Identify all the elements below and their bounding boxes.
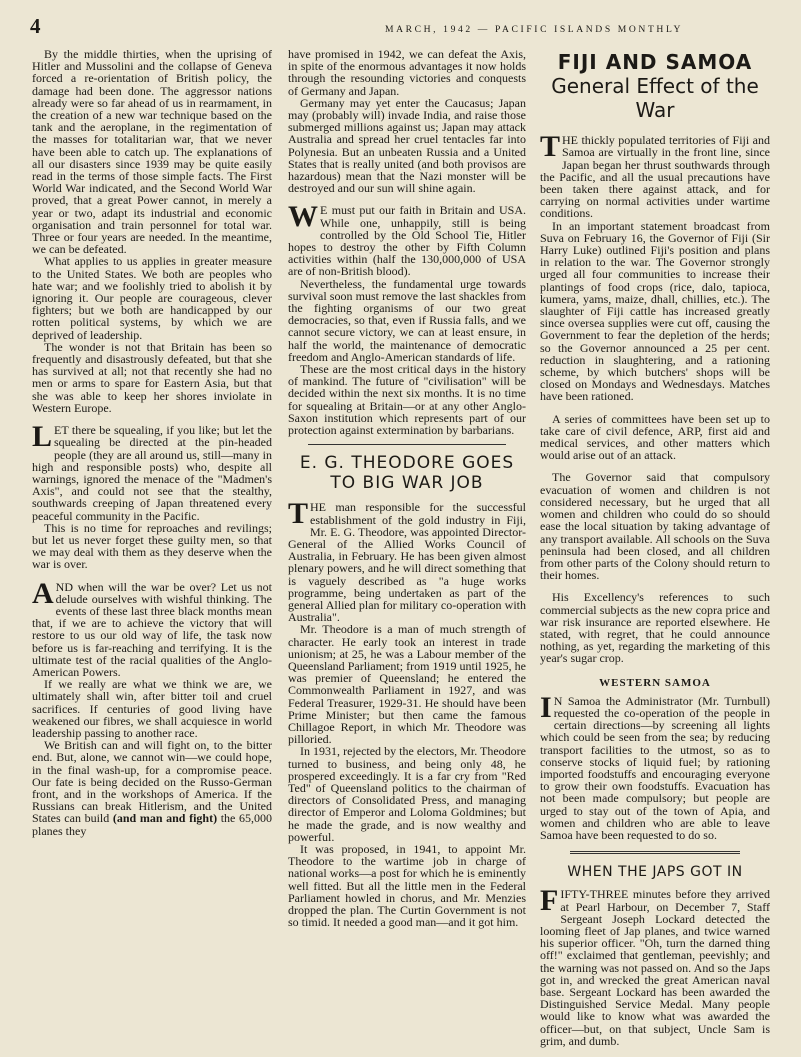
drop-cap: T (288, 497, 309, 531)
section-title: FIJI AND SAMOA (557, 50, 753, 74)
drop-cap: L (32, 420, 53, 454)
paragraph-text: HE thickly populated territories of Fiji and Samoa are virtually in the front line, since Japan began her thrust southwards through the Pacific, and all the usual precautions have been taken there against attack, and for carrying on normal activities under wartime conditions. (540, 133, 770, 221)
article-headline: E. G. THEODORE GOES TO BIG WAR JOB (299, 453, 515, 494)
paragraph (540, 690, 770, 842)
paragraph: If we really are what we think we are, we ultimately shall win, after bitter toil and cruel sacrifices. If centuries of good living have weakened our fibres, we shall acquiesce in world leadership passing to another race. (32, 677, 272, 740)
paragraph: A series of committees have been set up to take care of civil defence, ARP, first aid and medical services, and other matters which would arise out of an attack. (540, 411, 770, 463)
divider (570, 851, 740, 854)
paragraph (540, 130, 770, 221)
column-1 (32, 48, 272, 1048)
paragraph: By the middle thirties, when the uprising of Hitler and Mussolini and the collapse of Geneva forced a re-orientation of British policy, the damage had been done. The aggressor nations already were so far ahead of us in rearmament, in the creation of a new war technique based on the tank and the aeroplane, in the regimentation of the masses for totalitarian war, that we never have been able to catch up. The explanations of all our disasters since 1939 may be quite easily read in the terms of those simple facts. The First World War indicated, and the Second World War proved, that a great Power cannot, in merely a year or two, adapt its industrial and economic organisation and train personnel for total war. Three or four years are needed. In the meantime, we can be defeated. (32, 48, 272, 257)
column-3 (540, 48, 770, 1048)
paragraph-text: HE man responsible for the successful establishment of the gold industry in Fiji, Mr. E. G. Theodore, was appointed Director-General of the Allied Works Council of Australia, in February. He has been given almost plenary powers, and he will direct something that is vaguely described as "a huge works programme, being undertaken as part of the general Allied plan for military co-operation with Australia". (288, 500, 526, 625)
divider (308, 444, 506, 445)
paragraph (288, 200, 526, 279)
paragraph-text: N Samoa the Administrator (Mr. Turnbull) requested the co-operation of the people in certain directions—by screening all lights which could be seen from the sea; by reducing transport facilities to the utmost, so as to conserve stocks of liquid fuel; by rationing imported foodstuffs and encouraging everyone to grow their own foodstuffs. Evacuation has not been made compulsory; but people are urged to stay out of the town of Apia, and women and children who are able to leave Samoa have been requested to do so. (540, 693, 770, 842)
paragraph: This is no time for reproaches and revilings; but let us never forget these guilty men, so that we may deal with them as they deserve when the war is over. (32, 520, 272, 572)
paragraph-text: ET there be squealing, if you like; but let the squealing be directed at the pin-headed people (they are all around us, still—many in high and responsible posts) who, despite all warnings, ignored the menace of the "Madmen's Axis", and could not see that the stealthy, southwards creeping of Japan threatened every peaceful community in the Pacific. (32, 423, 272, 523)
article-headline: General Effect of the War (551, 74, 759, 123)
paragraph-text: IFTY-THREE minutes before they arrived at Pearl Harbour, on December 7, Staff Sergeant Joseph Lockard detected the looming fleet of Jap planes, and twice warned his superior officer. "Oh, turn the darned thing off!" exclaimed that gentleman, peevishly; and the warning was not passed on. And so the Japs got in, and wrecked the great American naval base. Sergeant Lockard has been awarded the Distinguished Service Medal. Many people would like to know what was awarded the officer—but, on that subject, Uncle Sam is grim, and dumb. (540, 887, 770, 1048)
column-2 (288, 48, 526, 1048)
paragraph: These are the most critical days in the history of mankind. The future of "civilisation" will be decided within the next six months. It is no time for squealing at Britain—or at any other Anglo-Saxon institution which represents part of our protection against extermination by barbarians. (288, 362, 526, 438)
drop-cap: T (540, 130, 561, 164)
paragraph: Nevertheless, the fundamental urge towards survival soon must remove the last shackles from the fighting organisms of our two great democracies, so that, even if Russia falls, and we cannot secure victory, we can at least ensure, in half the world, the maintenance of democratic freedom and Anglo-American standards of life. (288, 276, 526, 364)
page-number: 4 (30, 14, 41, 38)
drop-cap: I (540, 690, 552, 724)
paragraph: What applies to us applies in greater measure to the United States. We both are peoples who hate war; and we foolishly tried to abolish it by ignoring it. Our people are courageous, clever fighters; but we both are handicapped by our rotten political systems, by which we are deprived of leadership. (32, 254, 272, 342)
paragraph: The wonder is not that Britain has been so frequently and disastrously defeated, but that she has survived at all; not that recently she had no men or arms to spare for Eastern Asia, but that she was able to keep her shores inviolate in Western Europe. (32, 339, 272, 415)
paragraph: The Governor said that compulsory evacuation of women and children is not considered necessary, but he urged that all women and children who could do so should ease the local situation by taking advantage of any transport available. All schools on the Suva peninsula had been closed, and all children from other parts of the Colony should return to their homes. (540, 470, 770, 583)
paragraph-text: E must put our faith in Britain and USA. While one, unhappily, still is being controlled by the Old School Tie, Hitler hopes to destroy the other by Fifth Column activities within (half the 130,000,000 of USA are of non-British blood). (288, 203, 526, 279)
drop-cap: F (540, 884, 559, 918)
paragraph (540, 884, 770, 1048)
paragraph: Germany may yet enter the Caucasus; Japan may (probably will) invade India, and raise those submerged millions against us; Japan may attack Australia and spread her cruel tentacles far into Polynesia. But an unbeaten Russia and a United States that is really united (and both provisos are hazardous) mean that the Nazi monster will be destroyed and our sun will shine again. (288, 95, 526, 196)
paragraph (288, 497, 526, 625)
drop-cap: W (288, 200, 318, 234)
paragraph-text: ND when will the war be over? Let us not delude ourselves with wishful thinking. The events of these last three black months mean that, if we are to achieve the victory that will restore to us our old way of life, the task now before us is far-reaching and terrifying. It is the ultimate test of the racial qualities of the Anglo-American Powers. (32, 579, 272, 679)
paragraph (32, 576, 272, 679)
paragraph (32, 739, 272, 837)
running-head: MARCH, 1942 — PACIFIC ISLANDS MONTHLY (385, 24, 683, 35)
drop-cap: A (32, 576, 54, 610)
paragraph: It was proposed, in 1941, to appoint Mr. Theodore to the wartime job in charge of national works—a post for which he is eminently well fitted. But all the little men in the Federal Parliament howled in chorus, and Mr. Menzies dropped the plan. The Curtin Government is not so timid. It needed a good man—and it got him. (288, 841, 526, 930)
article-headline: WHEN THE JAPS GOT IN (567, 864, 743, 881)
paragraph: In an important statement broadcast from Suva on February 16, the Governor of Fiji (Sir Harry Luke) outlined Fiji's position and plans in relation to the war. The Governor strongly urged all four communities to increase their plantings of food crops (rice, dalo, tapioca, kumera, yams, maize, dhall, chillies, etc.). The slaughter of Fiji cattle has increased greatly since oversea supplies were cut off, causing the Government to fear the depletion of the herds; so the Governor announced a 25 per cent. reduction in slaughtering, and a rationing scheme, by which butchers' shops will be closed on Mondays and Wednesdays. Matches have been rationed. (540, 218, 770, 404)
paragraph (32, 420, 272, 523)
paragraph: Mr. Theodore is a man of much strength of character. He early took an interest in trade unionism; at 25, he was a Labour member of the Queensland Parliament; from 1919 until 1925, he was premier of Queensland; he entered the Commonwealth Parliament in 1927, and was Federal Treasurer, 1929-31. He should have been Prime Minister; but then came the famous Chillagoe Report, in which Mr. Theodore was pilloried. (288, 622, 526, 747)
paragraph: In 1931, rejected by the electors, Mr. Theodore turned to business, and being only 48, he prospered exceedingly. It is a far cry from "Red Ted" of Queensland politics to the chairman of directors of Consolidated Press, and managing director of Emperor and Loloma Goldmines; but he made the grade, and is now wealthy and powerful. (288, 744, 526, 844)
paragraph: have promised in 1942, we can defeat the Axis, in spite of the enormous advantages it now holds through the resounding victories and conquests of Germany and Japan. (288, 48, 526, 98)
subheading: WESTERN SAMOA (599, 676, 711, 689)
paragraph: His Excellency's references to such commercial subjects as the new copra price and war risk insurance are reported elsewhere. He stated, with regret, that he could announce nothing, as yet, regarding the marketing of this year's sugar crop. (540, 590, 770, 666)
paragraph-text: the 65,000 planes they (32, 811, 272, 838)
paragraph-text: We British can and will fight on, to the bitter end. But, alone, we cannot win—we could hope, in the final wash-up, for a compromise peace. Our fate is being decided on the Russo-German front, and in the workshops of America. If the Russians can break Hitlerism, and the United States can build (32, 738, 272, 826)
bold-phrase: (and man and fight) (112, 811, 218, 826)
